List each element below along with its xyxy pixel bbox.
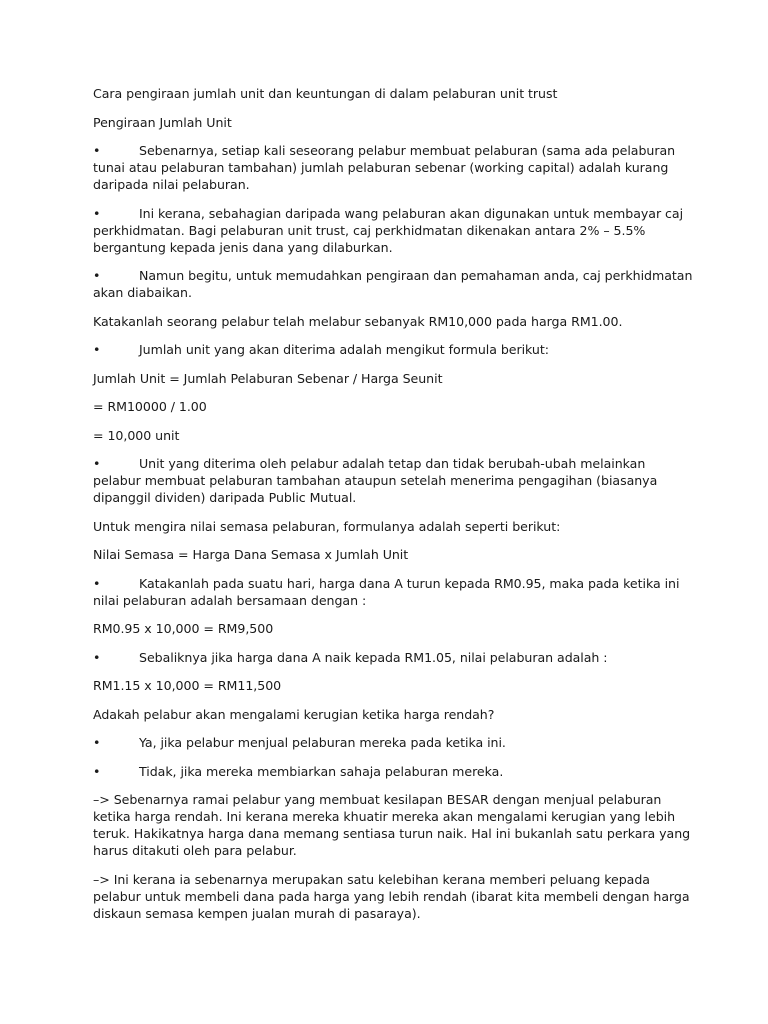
bullet-icon: •	[93, 143, 101, 158]
bullet-text: Unit yang diterima oleh pelabur adalah tetap dan tidak berubah-ubah melainkan pelabur membuat pelaburan tambahan ataupun setelah menerima pengagihan (biasanya dipanggil dividen) daripada Public Mutual.	[93, 456, 658, 505]
paragraph: –> Sebenarnya ramai pelabur yang membuat kesilapan BESAR dengan menjual pelaburan ketika harga rendah. Ini kerana mereka khuatir mereka akan mengalami kerugian yang lebih teruk. Hakikatnya harga dana memang sentiasa turun naik. Hal ini bukanlah satu perkara yang harus ditakuti oleh para pelabur.	[93, 792, 691, 858]
bullet-icon: •	[93, 649, 101, 665]
bullet-paragraph	[93, 763, 693, 780]
document-title: Cara pengiraan jumlah unit dan keuntungan di dalam pelaburan unit trust	[93, 86, 558, 101]
bullet-icon: •	[93, 735, 101, 750]
bullet-paragraph	[93, 142, 693, 193]
bullet-paragraph	[93, 734, 693, 751]
bullet-icon: •	[93, 268, 101, 283]
paragraph: Jumlah Unit = Jumlah Pelaburan Sebenar / Harga Seunit	[93, 370, 443, 386]
document-page	[93, 85, 693, 933]
bullet-icon: •	[93, 456, 101, 471]
paragraph: Untuk mengira nilai semasa pelaburan, formulanya adalah seperti berikut:	[93, 518, 561, 534]
bullet-icon: •	[93, 205, 101, 221]
bullet-text: Sebaliknya jika harga dana A naik kepada RM1.05, nilai pelaburan adalah :	[139, 649, 608, 665]
bullet-icon: •	[93, 342, 101, 357]
paragraph: = 10,000 unit	[93, 427, 180, 443]
section-heading: Pengiraan Jumlah Unit	[93, 114, 232, 130]
paragraph: Katakanlah seorang pelabur telah melabur sebanyak RM10,000 pada harga RM1.00.	[93, 313, 623, 329]
bullet-text: Namun begitu, untuk memudahkan pengiraan dan pemahaman anda, caj perkhidmatan akan diabaikan.	[93, 268, 693, 300]
paragraph: RM0.95 x 10,000 = RM9,500	[93, 621, 274, 636]
bullet-icon: •	[93, 575, 101, 591]
paragraph: –> Ini kerana ia sebenarnya merupakan satu kelebihan kerana memberi peluang kepada pelabur untuk membeli dana pada harga yang lebih rendah (ibarat kita membeli dengan harga diskaun semasa kempen jualan murah di pasaraya).	[93, 871, 690, 921]
paragraph: Adakah pelabur akan mengalami kerugian ketika harga rendah?	[93, 706, 495, 722]
bullet-text: Ya, jika pelabur menjual pelaburan mereka pada ketika ini.	[139, 735, 506, 750]
bullet-paragraph	[93, 649, 693, 666]
bullet-text: Ini kerana, sebahagian daripada wang pelaburan akan digunakan untuk membayar caj perkhidmatan. Bagi pelaburan unit trust, caj perkhidmatan dikenakan antara 2% – 5.5% bergantung kepada jenis dana yang dilaburkan.	[93, 205, 684, 255]
bullet-paragraph	[93, 267, 693, 301]
bullet-text: Jumlah unit yang akan diterima adalah mengikut formula berikut:	[139, 342, 549, 357]
bullet-text: Sebenarnya, setiap kali seseorang pelabur membuat pelaburan (sama ada pelaburan tunai atau pelaburan tambahan) jumlah pelaburan sebenar (working capital) adalah kurang daripada nilai pelaburan.	[93, 143, 676, 192]
bullet-text: Katakanlah pada suatu hari, harga dana A turun kepada RM0.95, maka pada ketika ini nilai pelaburan adalah bersamaan dengan :	[93, 575, 680, 608]
bullet-paragraph	[93, 455, 693, 506]
bullet-paragraph	[93, 205, 693, 256]
paragraph: = RM10000 / 1.00	[93, 399, 207, 414]
bullet-paragraph	[93, 341, 693, 358]
bullet-icon: •	[93, 763, 101, 779]
bullet-paragraph	[93, 575, 693, 609]
bullet-text: Tidak, jika mereka membiarkan sahaja pelaburan mereka.	[139, 763, 504, 779]
paragraph: Nilai Semasa = Harga Dana Semasa x Jumlah Unit	[93, 547, 409, 562]
paragraph: RM1.15 x 10,000 = RM11,500	[93, 678, 282, 693]
paragraph-list	[93, 142, 693, 922]
